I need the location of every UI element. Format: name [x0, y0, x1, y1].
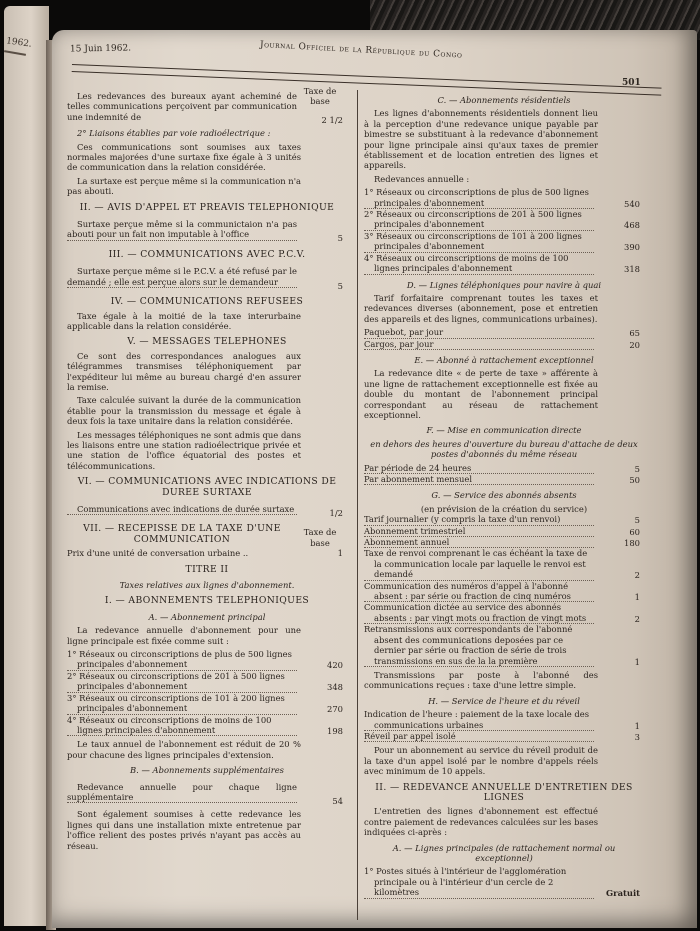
right-column — [364, 90, 644, 899]
section-3-value: 5 — [337, 280, 343, 291]
sub-f-item — [364, 474, 644, 485]
section-6-value: 1/2 — [329, 508, 343, 518]
sub-g-item-value: 60 — [629, 526, 640, 537]
sub-b-title: B. — Abonnements supplémentaires — [130, 765, 284, 776]
sub-g-note: Transmissions par poste à l'abonné des communications reçues : taxe d'une lettre simple. — [364, 669, 598, 691]
column-divider — [357, 90, 358, 920]
sub-c-item — [364, 187, 644, 209]
sub-h-item-value: 1 — [634, 720, 640, 731]
sub-f-item-text: Par période de 24 heures — [364, 463, 594, 474]
sub-d-item-text: Paquebot, par jour — [364, 327, 594, 338]
sub-g-item — [364, 548, 644, 580]
sub-c-item — [364, 253, 644, 275]
sub-g-title: G. — Service des abonnés absents — [431, 490, 577, 501]
sub-e-paragraph: La redevance dite « de perte de taxe » afférente à une ligne de rattachement exceptionnelle est fixée au double du montant de l'abonnement principal correspondant au réseau de rattachement exceptionnel. — [364, 368, 598, 420]
sub-h-item-text: Réveil par appel isolé — [364, 731, 594, 742]
section-7-header-row — [67, 518, 347, 548]
entretien-item — [364, 866, 644, 898]
section-3-row — [67, 263, 347, 291]
section-2-text: Surtaxe perçue même si la communictaion n'a pas abouti pour un fait non imputable à l'office — [67, 219, 297, 240]
sub-a-item-text: 2° Réseaux ou circonscriptions de 201 à 500 lignes principales d'abonnement — [67, 671, 297, 693]
intro-row — [67, 86, 347, 125]
section-3-title: III. — COMMUNICATIONS AVEC P.C.V. — [108, 248, 306, 260]
sub-a-item-value: 420 — [327, 660, 343, 671]
sub-h-item — [364, 709, 644, 731]
section-5-paragraph-2: Taxe calculée suivant la durée de la communication établie pour la transmission du message et égale à deux fois la taxe unitaire dans la relation considérée. — [67, 395, 301, 427]
sub-g-item-text: Taxe de renvoi comprenant le cas échéant la taxe de la communication locale par laquelle le renvoi est demandé — [364, 548, 594, 580]
issue-date: 15 Juin 1962. — [69, 43, 132, 55]
sub-g-item-value: 180 — [624, 538, 640, 549]
sub-a-item — [67, 671, 347, 693]
sub-d-item — [364, 327, 644, 338]
sub-e-title: E. — Abonné à rattachement exceptionnel — [414, 354, 594, 365]
sub-d-item-value: 65 — [629, 328, 640, 339]
sub-h-title: H. — Service de l'heure et du réveil — [428, 695, 580, 706]
sub-a-note: Le taux annuel de l'abonnement est réduit de 20 % pour chacune des lignes principales d'extension. — [67, 739, 301, 760]
sub-g-item-value: 1 — [634, 656, 640, 667]
sub-g-item-text: Communication des numéros d'appel à l'abonné absent : par série ou fraction de cinq numéros — [364, 581, 594, 603]
sub-c-item-value: 318 — [624, 264, 640, 275]
section-7-taxe-header: Taxe de base — [303, 527, 337, 548]
redevance-entretien-title: II. — REDEVANCE ANNUELLE D'ENTRETIEN DES LIGNES — [375, 781, 633, 803]
section-6-text: Communications avec indications de durée surtaxe — [67, 504, 297, 515]
sub-c-title: C. — Abonnements résidentiels — [437, 95, 571, 105]
intro-value-cell — [297, 86, 347, 125]
page-number: 501 — [622, 78, 641, 88]
section-7-text: Prix d'une unité de conversation urbaine .. — [67, 548, 249, 559]
sub-h-item — [364, 731, 644, 742]
section-5-title: V. — MESSAGES TELEPHONES — [127, 336, 287, 348]
journal-title: Journal Officiel de la République du Congo — [259, 40, 463, 61]
sub-h-note: Pour un abonnement au service du réveil produit de la taxe d'un appel isolé par le nombre d'appels réels avec minimum de 10 appels. — [364, 745, 598, 777]
section-6-row — [67, 501, 347, 518]
entretien-item-value: Gratuit — [606, 888, 640, 899]
sub-g-item — [364, 624, 644, 667]
sub-a-item-text: 4° Réseaux ou circonscriptions de moins de 100 lignes principales d'abonnement — [67, 715, 297, 737]
sub-a-item — [67, 649, 347, 671]
sub-b-note: Sont également soumises à cette redevance les lignes qui dans une installation mixte entretenue par l'office relient des postes privés n'ayant pas accès au réseau. — [67, 809, 301, 851]
section-5-paragraph-1: Ce sont des correspondances analogues aux télégrammes transmises téléphoniquement par l'expéditeur lui même au bureau chargé d'en assurer la remise. — [67, 350, 301, 392]
sub-g-item — [364, 537, 644, 548]
radio-heading: 2° Liaisons établies par voie radioélectrique : — [77, 128, 271, 139]
journal-page — [52, 30, 697, 928]
sub-c-item-text: 3° Réseaux ou circonscriptions de 101 à 200 lignes principales d'abonnement — [364, 231, 594, 253]
section-2-title: II. — AVIS D'APPEL ET PREAVIS TELEPHONIQUE — [79, 201, 335, 213]
entretien-item-text: 1° Postes situés à l'intérieur de l'agglomération principale ou à l'intérieur d'un cercle de 2 kilomètres — [364, 866, 594, 898]
sub-g-item-value: 5 — [634, 515, 640, 526]
sub-c-item — [364, 209, 644, 231]
section-2-row — [67, 216, 347, 244]
sub-c-item-text: 1° Réseaux ou circonscriptions de plus de 500 lignes principales d'abonnement — [364, 187, 594, 209]
sub-g-item — [364, 581, 644, 603]
sub-g-item-text: Abonnement trimestriel — [364, 526, 594, 537]
sub-c-item-text: 4° Réseaux ou circonscriptions de moins de 100 lignes principales d'abonnement — [364, 253, 594, 275]
sub-g-item-value: 2 — [634, 570, 640, 581]
sub-g-item-text: Abonnement annuel — [364, 537, 594, 548]
sub-a-item-text: 1° Réseaux ou circonscriptions de plus de 500 lignes principales d'abonnement — [67, 649, 297, 671]
section-4-text: Taxe égale à la moitié de la taxe interurbaine applicable dans la relation considérée. — [67, 310, 301, 331]
lignes-principales-title: A. — Lignes principales (de rattachement normal ou exceptionnel) — [392, 842, 616, 863]
sub-a-title: A. — Abonnement principal — [148, 611, 266, 622]
section-2-value: 5 — [337, 233, 343, 244]
sub-b-value: 54 — [332, 795, 343, 806]
section-7-value: 1 — [337, 548, 343, 559]
sub-f-item — [364, 463, 644, 474]
sub-c-item-value: 468 — [624, 220, 640, 231]
titre-2-subtitle: Taxes relatives aux lignes d'abonnement. — [119, 580, 295, 591]
sub-g-item-text: Tarif journalier (y compris la taxe d'un renvoi) — [364, 514, 594, 525]
section-3-text: Surtaxe perçue même si le P.C.V. a été refusé par le demandé ; elle est perçue alors sur le demandeur — [67, 266, 297, 287]
sub-g-item-text: Communication dictée au service des abonnés absents : par vingt mots ou fraction de vingt mots — [364, 602, 594, 624]
sub-a-item-text: 3° Réseaux ou circonscriptions de 101 à 200 lignes principales d'abonnement — [67, 693, 297, 715]
sub-c-label: Redevances annuelle : — [374, 173, 470, 184]
sub-g-subtitle: (en prévision de la création du service) — [420, 503, 588, 514]
adjacent-page — [4, 6, 49, 926]
sub-a-item-value: 348 — [327, 682, 343, 693]
radio-paragraph-1: Ces communications sont soumises aux taxes normales majorées d'une surtaxe fixe égale à 3 unités de communication dans la relation considérée. — [67, 141, 301, 173]
sub-c-item-value: 540 — [624, 198, 640, 209]
sub-g-item-text: Retransmissions aux correspondants de l'abonné absent des communications deposées par ce dernier par série ou fraction de série de trois transmissions en sus de la la première — [364, 624, 594, 667]
sub-g-item — [364, 602, 644, 624]
sub-h-item-value: 3 — [634, 731, 640, 742]
sub-g-item-value: 1 — [634, 592, 640, 603]
intro-value: 2 1/2 — [321, 114, 343, 125]
sub-d-paragraph: Tarif forfaitaire comprenant toutes les taxes et redevances diverses (abonnement, pose et entretien des appareils et des lignes, communications urbaines). — [364, 292, 598, 324]
section-4-title: IV. — COMMUNICATIONS REFUSEES — [110, 296, 304, 308]
section-5-paragraph-3: Les messages téléphoniques ne sont admis que dans les liaisons entre une station radioélectrique privée et une station de l'office équatorial des postes et télécommunications. — [67, 429, 301, 471]
sub-f-item-text: Par abonnement mensuel — [364, 474, 594, 485]
sub-a-item-value: 270 — [327, 704, 343, 715]
adjacent-page-year: 1962. — [5, 36, 33, 50]
sub-g-item — [364, 514, 644, 525]
taxe-header: Taxe de base — [303, 86, 337, 107]
sub-a-intro: La redevance annuelle d'abonnement pour une ligne principale est fixée comme suit : — [67, 625, 301, 646]
sub-b-row — [67, 779, 347, 807]
adjacent-page-rule — [4, 50, 26, 56]
sub-c-paragraph: Les lignes d'abonnements résidentiels donnent lieu à la perception d'une redevance unique payable par bimestre se substituant à la redevance d'abonnement pour ligne principale ainsi qu'aux taxes de premier établissement et de location entretien des lignes et appareils. — [364, 108, 598, 171]
sub-f-subtitle: en dehors des heures d'ouverture du bureau d'attache de deux postes d'abonnés du même réseau — [370, 438, 638, 460]
titre-2-heading: TITRE II — [185, 563, 229, 575]
sub-a-item-value: 198 — [327, 725, 343, 736]
sub-g-item-value: 2 — [634, 613, 640, 624]
sub-a-item — [67, 715, 347, 737]
sub-c-item-text: 2° Réseaux ou circonscriptions de 201 à 500 lignes principales d'abonnement — [364, 209, 594, 231]
abonnements-title: I. — ABONNEMENTS TELEPHONIQUES — [104, 595, 310, 607]
left-column — [67, 86, 347, 854]
sub-c-item-value: 390 — [624, 242, 640, 253]
redevance-entretien-paragraph: L'entretien des lignes d'abonnement est effectué contre paiement de redevances calculées sur les bases indiquées ci-après : — [364, 806, 598, 838]
sub-d-item-text: Cargos, par jour — [364, 339, 594, 350]
sub-d-title: D. — Lignes téléphoniques pour navire à quai — [406, 279, 602, 290]
sub-d-item — [364, 339, 644, 350]
radio-paragraph-2: La surtaxe est perçue même si la communication n'a pas abouti. — [67, 175, 301, 197]
sub-f-item-value: 50 — [629, 475, 640, 485]
intro-paragraph: Les redevances des bureaux ayant acheminé de telles communications perçoivent par communication une indemnité de — [67, 91, 297, 122]
section-7-row — [67, 548, 347, 558]
sub-d-item-value: 20 — [629, 339, 640, 350]
sub-b-text: Redevance annuelle pour chaque ligne supplémentaire — [67, 781, 297, 802]
sub-f-item-value: 5 — [634, 463, 640, 474]
sub-a-item — [67, 693, 347, 715]
sub-g-item — [364, 526, 644, 537]
section-7-title: VII. — RECEPISSE DE LA TAXE D'UNE COMMUNICATION — [83, 523, 281, 545]
sub-f-title: F. — Mise en communication directe — [426, 425, 582, 436]
sub-c-item — [364, 231, 644, 253]
sub-h-item-text: Indication de l'heure : paiement de la taxe locale des communications urbaines — [364, 709, 594, 731]
section-6-title: VI. — COMMUNICATIONS AVEC INDICATIONS DE DUREE SURTAXE — [77, 476, 337, 498]
